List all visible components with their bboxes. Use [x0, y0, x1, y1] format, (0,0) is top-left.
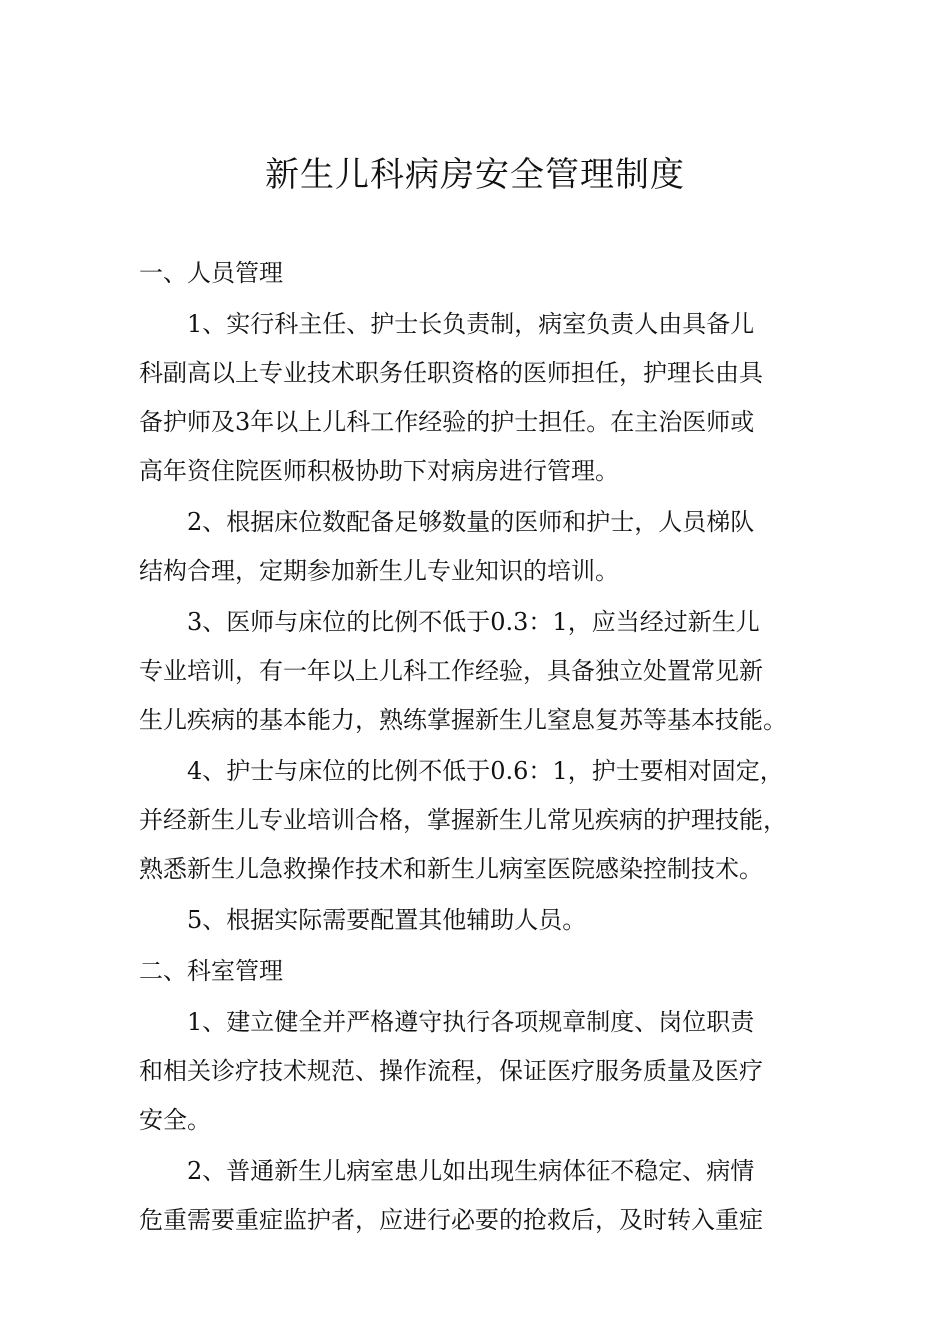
paragraph	[139, 598, 819, 745]
paragraph	[139, 1147, 819, 1245]
paragraph-line: 危重需要重症监护者，应进行必要的抢救后，及时转入重症	[139, 1206, 763, 1234]
paragraph	[139, 498, 819, 596]
paragraph	[139, 998, 819, 1145]
paragraph-line: 熟悉新生儿急救操作技术和新生儿病室医院感染控制技术。	[139, 855, 763, 883]
paragraph	[139, 747, 819, 894]
paragraph-line: 高年资住院医师积极协助下对病房进行管理。	[139, 457, 619, 485]
paragraph	[139, 300, 819, 496]
paragraph-line: 5、根据实际需要配置其他辅助人员。	[187, 906, 587, 934]
paragraph-line: 1、建立健全并严格遵守执行各项规章制度、岗位职责	[187, 1008, 755, 1036]
paragraph-line: 安全。	[139, 1106, 211, 1134]
paragraph-line: 4、护士与床位的比例不低于0.6：1，护士要相对固定，	[187, 757, 784, 785]
paragraph-line: 3、医师与床位的比例不低于0.3：1，应当经过新生儿	[187, 608, 760, 636]
paragraph-line: 生儿疾病的基本能力，熟练掌握新生儿窒息复苏等基本技能。	[139, 706, 787, 734]
paragraph-line: 专业培训，有一年以上儿科工作经验，具备独立处置常见新	[139, 657, 763, 685]
section-heading: 二、科室管理	[139, 957, 283, 985]
document-title: 新生儿科病房安全管理制度	[265, 155, 685, 195]
paragraph-line: 结构合理，定期参加新生儿专业知识的培训。	[139, 557, 619, 585]
paragraph-line: 和相关诊疗技术规范、操作流程，保证医疗服务质量及医疗	[139, 1057, 763, 1085]
section-heading: 一、人员管理	[139, 259, 283, 287]
paragraph-line: 并经新生儿专业培训合格，掌握新生儿常见疾病的护理技能，	[139, 806, 787, 834]
paragraph-line: 科副高以上专业技术职务任职资格的医师担任，护理长由具	[139, 359, 763, 387]
paragraph-line: 1、实行科主任、护士长负责制，病室负责人由具备儿	[187, 310, 755, 338]
paragraph	[139, 896, 819, 945]
paragraph-line: 2、根据床位数配备足够数量的医师和护士，人员梯队	[187, 508, 755, 536]
paragraph-line: 备护师及3年以上儿科工作经验的护士担任。在主治医师或	[139, 408, 755, 436]
paragraph-line: 2、普通新生儿病室患儿如出现生病体征不稳定、病情	[187, 1157, 755, 1185]
document-body	[139, 249, 819, 1245]
